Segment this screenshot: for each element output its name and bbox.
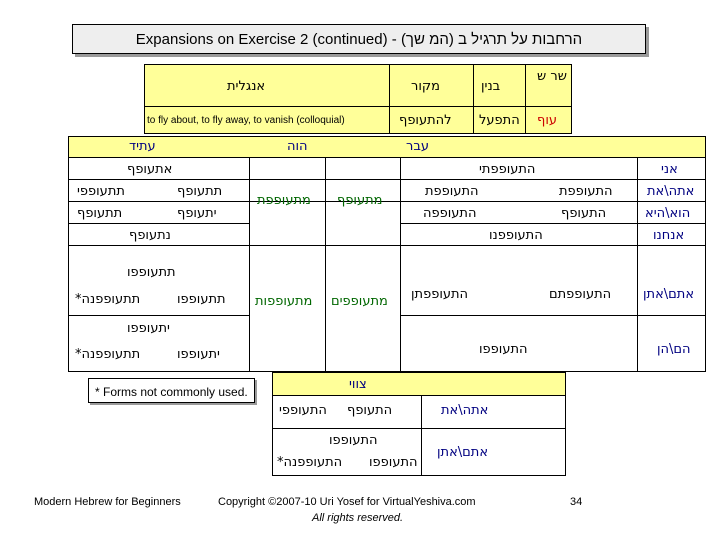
header-binyan-label: בנין — [481, 79, 501, 94]
imperative-at: התעופפי — [279, 403, 327, 418]
imperative-table — [272, 372, 566, 476]
past-hu: התעופף — [561, 206, 607, 221]
future-hi: תתעופף — [77, 206, 123, 221]
past-ata: התעופפת — [559, 184, 613, 199]
future-ata: תתעופף — [177, 184, 223, 199]
imperative-atem: התעופפו — [369, 455, 418, 470]
present-mp: מתעופפים — [331, 294, 388, 309]
future-hen: *תתעופפנה — [75, 347, 141, 362]
present-fs: מתעופפת — [257, 193, 311, 208]
header-shoresh-label: שר ש — [537, 69, 567, 84]
past-hem: התעופפו — [479, 342, 528, 357]
pronoun-hem-hen: הם\הן — [657, 342, 691, 357]
verb-header-table — [144, 64, 572, 134]
past-hi: התעופפה — [423, 206, 477, 221]
pronoun-anachnu: אנחנו — [653, 228, 685, 243]
past-aten: התעופפתן — [411, 287, 469, 302]
present-ms: מתעופף — [337, 193, 383, 208]
footnote-text: * Forms not commonly used. — [95, 385, 248, 399]
header-shoresh-value: עוף — [537, 113, 557, 128]
footer-course-name: Modern Hebrew for Beginners — [34, 496, 181, 508]
footer-rights: All rights reserved. — [312, 512, 404, 524]
future-at: תתעופפי — [77, 184, 125, 199]
pronoun-atem-aten: אתם\אתן — [643, 287, 695, 302]
imperative-aten: *התעופפנה — [277, 455, 343, 470]
header-makor-label: מקור — [411, 79, 440, 94]
pronoun-hu-hi: הוא\היא — [645, 206, 691, 221]
past-anachnu: התעופפנו — [489, 228, 543, 243]
past-at: התעופפת — [425, 184, 479, 199]
header-english-label: אנגלית — [227, 79, 266, 94]
imperative-ata: התעופף — [347, 403, 393, 418]
future-hu: יתעופף — [177, 206, 217, 221]
future-aten: *תתעופפנה — [75, 292, 141, 307]
tense-past-label: עבר — [406, 139, 429, 154]
tense-present-label: הוה — [287, 139, 308, 154]
imperative-pronoun-atem-aten: אתם\אתן — [437, 445, 489, 460]
past-atem: התעופפתם — [549, 287, 612, 302]
future-atem-aten-shared: תתעופפו — [127, 265, 176, 280]
future-anachnu: נתעופף — [129, 228, 171, 243]
footnote-box — [88, 378, 255, 403]
page-title-text: Expansions on Exercise 2 (continued) - הרחבות על תרגיל ב (המ שך) — [135, 30, 583, 48]
footer-copyright: Copyright ©2007-10 Uri Yosef for VirtualYeshiva.com — [218, 496, 476, 508]
imperative-pronoun-ata-at: אתה\את — [441, 403, 489, 418]
page-title — [72, 24, 646, 54]
pronoun-ata-at: אתה\את — [647, 184, 695, 199]
future-hem: יתעופפו — [177, 347, 220, 362]
present-fp: מתעופפות — [255, 294, 313, 309]
imperative-label: צווי — [349, 377, 367, 392]
pronoun-ani: אני — [661, 162, 678, 177]
imperative-shared: התעופפו — [329, 433, 378, 448]
future-atem: תתעופפו — [177, 292, 226, 307]
tense-future-label: עתיד — [129, 139, 156, 154]
header-english-value: to fly about, to fly away, to vanish (colloquial) — [147, 115, 345, 126]
future-ani: אתעופף — [127, 162, 173, 177]
conjugation-table — [68, 136, 706, 372]
footer-page-number: 34 — [570, 496, 583, 508]
header-binyan-value: התפעל — [479, 113, 520, 128]
past-ani: התעופפתי — [479, 162, 536, 177]
future-hem-hen-shared: יתעופפו — [127, 321, 170, 336]
header-makor-value: להתעופף — [399, 113, 452, 128]
